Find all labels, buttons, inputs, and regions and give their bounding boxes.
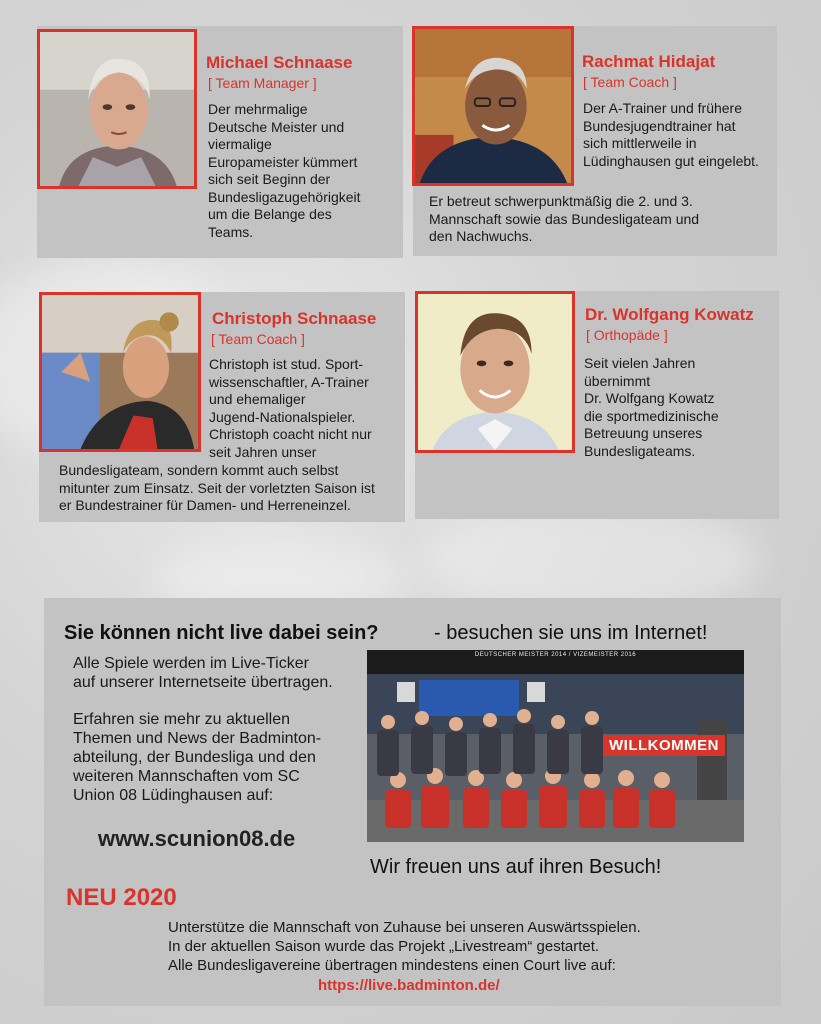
text-wolfgang: Seit vielen Jahren übernimmt Dr. Wolfgang Kowatz die sportmedizinische Betreuung unseres Bundesligateams.	[584, 355, 719, 459]
name-michael: Michael Schnaase	[206, 53, 353, 72]
role-michael: [ Team Manager ]	[208, 75, 317, 91]
name-wolfgang: Dr. Wolfgang Kowatz	[585, 305, 754, 324]
internet-paragraph-1: Alle Spiele werden im Live-Ticker auf unserer Internetseite übertragen.	[73, 655, 333, 691]
role-wolfgang: [ Orthopäde ]	[586, 327, 668, 343]
internet-heading-left: Sie können nicht live dabei sein?	[64, 622, 379, 644]
name-christoph: Christoph Schnaase	[212, 309, 377, 328]
role-christoph: [ Team Coach ]	[211, 331, 305, 347]
internet-paragraph-2: Erfahren sie mehr zu aktuellen Themen und News der Badminton- abteilung, der Bundesliga und den weiteren Mannschaften vom SC Union 08 Lüdinghausen auf:	[73, 711, 322, 804]
text-christoph: Christoph ist stud. Sport- wissenschaftler, A-Trainer und ehemaliger Jugend-Nationalspieler. Christoph coacht nicht nur seit Jahren unser	[209, 356, 372, 460]
photo-rachmat-hidajat	[412, 26, 574, 186]
text-christoph-continued: Bundesligateam, sondern kommt auch selbst mitunter zum Einsatz. Seit der vorletzten Saison ist er Bundestrainer für Damen- und Herreneinzel.	[59, 462, 375, 513]
role-rachmat: [ Team Coach ]	[583, 74, 677, 90]
neu-heading: NEU 2020	[66, 884, 177, 911]
livestream-link[interactable]: https://live.badminton.de/	[318, 977, 500, 994]
website-screenshot	[367, 650, 744, 842]
neu-paragraph: Unterstütze die Mannschaft von Zuhause bei unseren Auswärtsspielen. In der aktuellen Saison wurde das Projekt „Livestream“ gestartet. Alle Bundesligavereine übertragen mindestens einen Court live auf:	[168, 919, 641, 974]
photo-christoph-schnaase	[39, 292, 201, 452]
text-michael: Der mehrmalige Deutsche Meister und viermalige Europameister kümmert sich seit Beginn der Bundesligazugehörigkeit um die Belange des Teams.	[208, 101, 361, 240]
welcome-message: Wir freuen uns auf ihren Besuch!	[370, 856, 662, 878]
website-url[interactable]: www.scunion08.de	[98, 826, 296, 851]
photo-wolfgang-kowatz	[415, 291, 575, 453]
internet-heading-right: - besuchen sie uns im Internet!	[434, 622, 708, 644]
text-rachmat: Der A-Trainer und frühere Bundesjugendtrainer hat sich mittlerweile in Lüdinghausen gut eingelebt.	[583, 100, 759, 169]
website-welcome-banner: WILLKOMMEN	[603, 735, 725, 756]
photo-michael-schnaase	[37, 29, 197, 189]
text-rachmat-continued: Er betreut schwerpunktmäßig die 2. und 3. Mannschaft sowie das Bundesligateam und den Nachwuchs.	[429, 193, 700, 244]
website-header-title: DEUTSCHER MEISTER 2014 / VIZEMEISTER 2016	[474, 652, 637, 658]
name-rachmat: Rachmat Hidajat	[582, 52, 716, 71]
